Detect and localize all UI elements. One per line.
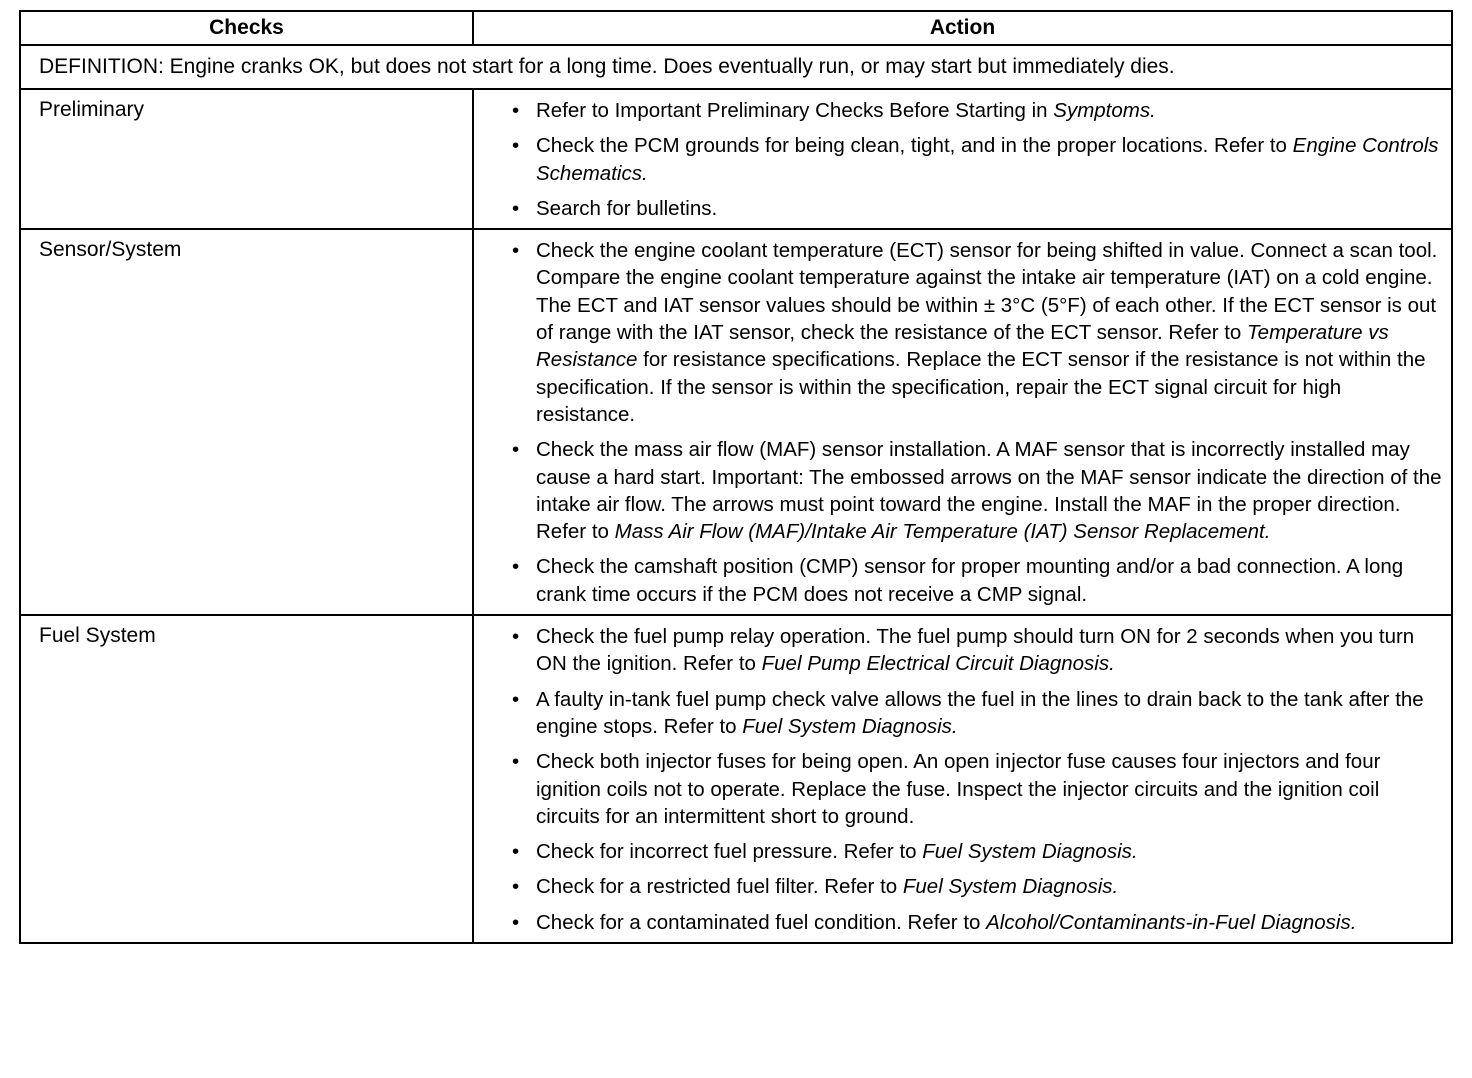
action-item <box>482 873 1443 900</box>
action-item <box>482 237 1443 428</box>
action-item <box>482 623 1443 678</box>
bullet-icon: • <box>512 196 520 220</box>
action-text-continued: for resistance specifications. Replace the ECT sensor if the resistance is not within the specification. If the sensor is within the specification, repair the ECT signal circuit for high resistance. <box>536 348 1426 426</box>
action-list <box>482 97 1443 222</box>
action-text: A faulty in-tank fuel pump check valve allows the fuel in the lines to drain back to the tank after the engine stops. Refer to <box>536 687 1424 738</box>
header-action: Action <box>473 11 1452 45</box>
action-cell <box>473 229 1452 615</box>
action-text: Check for a contaminated fuel condition. Refer to <box>536 910 987 934</box>
table-row <box>20 89 1452 229</box>
reference-link[interactable]: Fuel System Diagnosis. <box>742 714 958 738</box>
definition-text: DEFINITION: Engine cranks OK, but does not start for a long time. Does eventually run, or may start but immediately dies. <box>20 45 1452 89</box>
action-item <box>482 132 1443 187</box>
table-row <box>20 615 1452 943</box>
action-list <box>482 623 1443 936</box>
reference-link[interactable]: Fuel Pump Electrical Circuit Diagnosis. <box>761 652 1115 676</box>
bullet-icon: • <box>512 134 520 158</box>
action-item <box>482 553 1443 608</box>
reference-link[interactable]: Engine Controls Schematics. <box>536 134 1439 185</box>
bullet-icon: • <box>512 625 520 649</box>
bullet-icon: • <box>512 99 520 122</box>
action-item <box>482 686 1443 741</box>
bullet-icon: • <box>512 687 520 711</box>
bullet-icon: • <box>512 239 520 263</box>
check-label: Preliminary <box>20 89 473 229</box>
diagnostic-table <box>19 10 1453 944</box>
action-item <box>482 97 1443 124</box>
action-text: Check for incorrect fuel pressure. Refer to <box>536 840 923 864</box>
bullet-icon: • <box>512 910 520 934</box>
table-row <box>20 229 1452 615</box>
check-label: Sensor/System <box>20 229 473 615</box>
action-text: Check the PCM grounds for being clean, tight, and in the proper locations. Refer to <box>536 134 1293 158</box>
bullet-icon: • <box>512 750 520 774</box>
definition-row <box>20 45 1452 89</box>
action-text: Check the fuel pump relay operation. The fuel pump should turn ON for 2 seconds when you turn ON the ignition. Refer to <box>536 625 1415 676</box>
bullet-icon: • <box>512 875 520 899</box>
action-item <box>482 838 1443 865</box>
reference-link[interactable]: Mass Air Flow (MAF)/Intake Air Temperature (IAT) Sensor Replacement. <box>614 520 1271 544</box>
check-label: Fuel System <box>20 615 473 943</box>
action-list <box>482 237 1443 608</box>
action-text: Check for a restricted fuel filter. Refer to <box>536 875 903 899</box>
bullet-icon: • <box>512 555 520 579</box>
action-cell <box>473 89 1452 229</box>
action-text: Check the mass air flow (MAF) sensor installation. A MAF sensor that is incorrectly installed may cause a hard start. Important: The embossed arrows on the MAF sensor indicate the direction of the intake air flow. The arrows must point toward the engine. Install the MAF in the proper direction. Refer to <box>536 438 1442 544</box>
bullet-icon: • <box>512 840 520 864</box>
action-item <box>482 436 1443 545</box>
reference-link[interactable]: Symptoms. <box>1053 99 1156 122</box>
reference-link[interactable]: Fuel System Diagnosis. <box>922 840 1138 864</box>
action-cell <box>473 615 1452 943</box>
action-text: Check both injector fuses for being open. An open injector fuse causes four injectors and four ignition coils not to operate. Replace the fuse. Inspect the injector circuits and the ignition coil circuits for an intermittent short to ground. <box>536 750 1381 828</box>
reference-link[interactable]: Fuel System Diagnosis. <box>902 875 1119 899</box>
action-text: Check the engine coolant temperature (ECT) sensor for being shifted in value. Connect a scan tool. Compare the engine coolant temperature against the intake air temperature (IAT) on a cold engine. The ECT and IAT sensor values should be within ± 3°C (5°F) of each other. If the ECT sensor is out of range with the IAT sensor, check the resistance of the ECT sensor. Refer to <box>536 239 1438 345</box>
action-item <box>482 195 1443 222</box>
reference-link[interactable]: Temperature vs Resistance <box>536 321 1389 372</box>
action-text: Check the camshaft position (CMP) sensor for proper mounting and/or a bad connection. A long crank time occurs if the PCM does not receive a CMP signal. <box>536 555 1404 606</box>
action-item <box>482 909 1443 936</box>
action-text: Search for bulletins. <box>536 196 718 220</box>
action-text: Refer to Important Preliminary Checks Before Starting in <box>536 99 1054 122</box>
header-checks: Checks <box>20 11 473 45</box>
reference-link[interactable]: Alcohol/Contaminants-in-Fuel Diagnosis. <box>986 910 1357 934</box>
bullet-icon: • <box>512 438 520 462</box>
header-row <box>20 11 1452 45</box>
action-item <box>482 748 1443 830</box>
